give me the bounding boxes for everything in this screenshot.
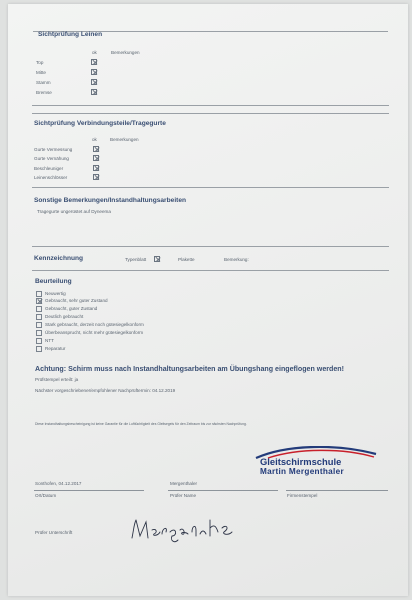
school-logo (248, 446, 380, 486)
handwritten-signature (126, 510, 236, 546)
option-checkbox[interactable] (36, 322, 42, 328)
logo-line1: Gleitschirmschule (260, 456, 342, 467)
option-checkbox[interactable] (36, 306, 42, 312)
row-label: Gurte Vernähung (34, 156, 69, 161)
option-checkbox[interactable] (36, 338, 42, 344)
option-label: Reparatur (45, 346, 66, 351)
divider (32, 270, 389, 271)
unterschrift-label: Prüfer Unterschrift (35, 530, 73, 535)
pruefstempel-text: Prüfstempel erteilt: ja (35, 377, 79, 382)
pruefer-name-value: Mergenthaler (170, 481, 198, 486)
signature-line (168, 490, 278, 491)
checkbox-checked[interactable] (91, 89, 97, 95)
option-checkbox[interactable] (36, 314, 42, 320)
checkbox-checked[interactable] (93, 174, 99, 180)
typenblatt-label: Typenblatt (125, 257, 147, 262)
ort-datum-label: Ort/Datum (35, 493, 57, 498)
checkbox-checked[interactable] (91, 79, 97, 85)
col-bemerkungen-label: Bemerkungen (111, 50, 140, 55)
checkbox-checked[interactable] (91, 59, 97, 65)
row-label: Mitte (36, 70, 46, 75)
plakette-label: Plakette (178, 257, 195, 262)
checkbox-checked[interactable] (93, 165, 99, 171)
col-bemerkungen-label: Bemerkungen (110, 137, 139, 142)
checkbox-checked[interactable] (93, 146, 99, 152)
row-label: Gurte Vermessung (34, 147, 73, 152)
section-title-kennzeichnung: Kennzeichnung (34, 255, 84, 262)
checkbox-checked[interactable] (91, 69, 97, 75)
disclaimer-text: Diese Instandhaltungsbescheinigung ist keine Garantie für die Lufttüchtigkeit des Gleitsegels für den Zeitraum bis zur nächsten Nachprüfung. (35, 422, 247, 426)
option-label: Überbeansprucht, nicht mehr gütesiegelkonform (45, 330, 144, 335)
option-label: Gebraucht, guter Zustand (45, 306, 98, 311)
checkbox-checked[interactable] (93, 155, 99, 161)
firmenstempel-label: Firmenstempel (287, 493, 318, 498)
signature-line (286, 490, 388, 491)
section-title-verbindungsteile: Sichtprüfung Verbindungsteile/Tragegurte (34, 120, 166, 127)
col-ok-label: ok (92, 137, 97, 142)
warning-text: Achtung: Schirm muss nach Instandhaltungsarbeiten am Übungshang eingeflogen werden! (35, 365, 345, 373)
option-checkbox-checked[interactable] (36, 298, 42, 304)
section-title-beurteilung: Beurteilung (35, 278, 72, 285)
row-label: Stamm (36, 80, 51, 85)
divider (32, 246, 389, 247)
col-ok-label: ok (92, 50, 97, 55)
section-title-leinen: Sichtprüfung Leinen (38, 31, 103, 38)
row-label: Leinenschlösser (34, 175, 68, 180)
pruefer-name-label: Prüfer Name (170, 493, 197, 498)
divider (32, 113, 389, 114)
section-title-sonstige: Sonstige Bemerkungen/Instandhaltungsarbeiten (34, 197, 187, 204)
row-label: Top (36, 60, 44, 65)
option-checkbox[interactable] (36, 330, 42, 336)
option-label: Deutlich gebraucht (45, 314, 84, 319)
option-label: Stark gebraucht, derzeit noch gütesiegelkonform (45, 322, 144, 327)
option-label: Neuwertig (45, 291, 66, 296)
typenblatt-checkbox[interactable] (154, 256, 160, 262)
bemerkung-label: Bemerkung: (224, 257, 249, 262)
logo-line2: Martin Mergenthaler (260, 467, 344, 476)
option-checkbox[interactable] (36, 291, 42, 297)
row-label: Bremse (36, 90, 52, 95)
next-inspection-text: Nächster vorgeschriebener/empfohlener Nachprüftermin: 04.12.2019 (35, 388, 176, 393)
option-checkbox[interactable] (36, 346, 42, 352)
divider (32, 187, 389, 188)
divider (32, 105, 389, 106)
remarks-text: Tragegurte ungerüstet auf Dyneema (37, 209, 111, 214)
row-label: Beschleuniger (34, 166, 64, 171)
signature-line (34, 490, 144, 491)
inspection-certificate-page (8, 4, 408, 596)
option-label: Gebraucht, sehr guter Zustand (45, 298, 108, 303)
ort-datum-value: Sonthofen, 04.12.2017 (35, 481, 82, 486)
option-label: NTT (45, 338, 54, 343)
